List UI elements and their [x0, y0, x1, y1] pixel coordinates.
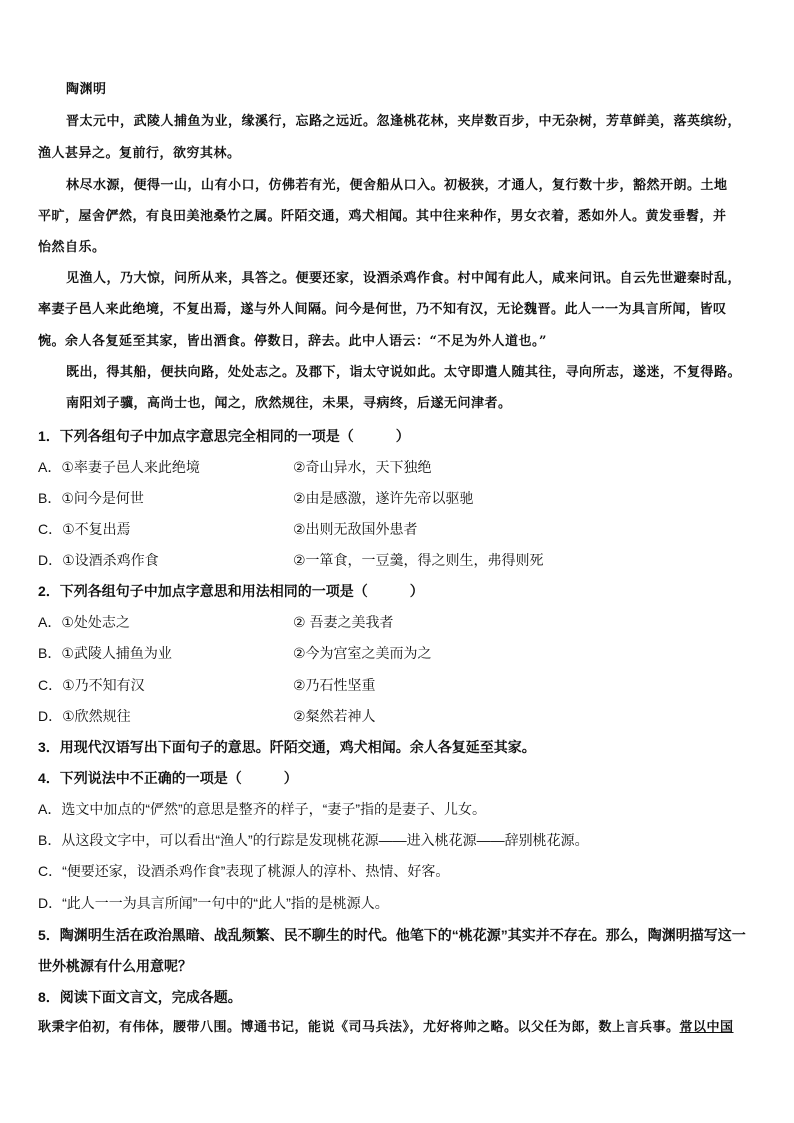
question-2-option-b-right: ②今为宫室之美而为之 — [293, 645, 432, 661]
question-3-stem: 3．用现代汉语写出下面句子的意思。阡陌交通，鸡犬相闻。余人各复延至其家。 — [38, 739, 536, 755]
question-1-option-d-right: ②一箪食，一豆羹，得之则生，弗得则死 — [293, 552, 544, 568]
passage-paragraph-4-line-1: 既出，得其船，便扶向路，处处志之。及郡下，诣太守说如此。太守即遣人随其往，寻向所志，遂迷，不复得路。 — [66, 365, 742, 380]
question-4-stem: 4．下列说法中不正确的一项是（ ） — [38, 770, 298, 786]
question-8-text-underlined: 常以中国 — [679, 1020, 734, 1035]
question-2-option-d-right: ②粲然若神人 — [293, 708, 376, 724]
question-2-option-b-left: B．①武陵人捕鱼为业 — [38, 645, 172, 661]
passage-paragraph-3-line-3: 惋。余人各复延至其家，皆出酒食。停数日，辞去。此中人语云：“不足为外人道也。” — [38, 334, 547, 349]
question-1-option-a — [38, 457, 200, 477]
passage-paragraph-5-line-1: 南阳刘子骥，高尚士也，闻之，欣然规往，未果，寻病终，后遂无问津者。 — [66, 396, 512, 411]
question-2-option-c-right: ②乃石性坚重 — [293, 677, 376, 693]
question-8-text — [38, 1018, 734, 1038]
question-1-stem: 1．下列各组句子中加点字意思完全相同的一项是（ ） — [38, 428, 410, 444]
passage-paragraph-2-line-1: 林尽水源，便得一山，山有小口，仿佛若有光，便舍船从口入。初极狭，才通人，复行数十步，豁然开朗。土地 — [66, 178, 728, 193]
question-5-line-2: 世外桃源有什么用意呢？ — [38, 958, 192, 974]
question-1-option-a-right: ②奇山异水，天下独绝 — [293, 459, 432, 475]
passage-author: 陶渊明 — [66, 82, 107, 97]
question-8-text-main: 耿秉字伯初，有伟体，腰带八围。博通书记，能说《司马兵法》，尤好将帅之略。以父任为郎，数上言兵事。 — [38, 1020, 680, 1035]
question-2-option-c-left: C．①乃不知有汉 — [38, 677, 145, 693]
question-4-option-b: B．从这段文字中，可以看出“渔人”的行踪是发现桃花源——进入桃花源——辞别桃花源。 — [38, 832, 589, 848]
question-1-option-d-left: D．①设酒杀鸡作食 — [38, 552, 159, 568]
passage-paragraph-3-line-2: 率妻子邑人来此绝境，不复出焉，遂与外人间隔。问今是何世，乃不知有汉，无论魏晋。此人一一为具言所闻，皆叹 — [38, 302, 727, 317]
question-1-option-c-left: C．①不复出焉 — [38, 521, 131, 537]
question-8-stem: 8．阅读下面文言文，完成各题。 — [38, 989, 242, 1005]
question-2-stem: 2．下列各组句子中加点字意思和用法相同的一项是（ ） — [38, 583, 424, 599]
question-4-option-c: C．“便要还家，设酒杀鸡作食”表现了桃源人的淳朴、热情、好客。 — [38, 863, 450, 879]
passage-paragraph-2-line-2: 平旷，屋舍俨然，有良田美池桑竹之属。阡陌交通，鸡犬相闻。其中往来种作，男女衣着，悉如外人。黄发垂髫，并 — [38, 209, 727, 224]
question-4-option-d: D．“此人一一为具言所闻”一句中的“此人”指的是桃源人。 — [38, 895, 389, 911]
question-1-option-a-left: A．①率妻子邑人来此绝境 — [38, 459, 200, 475]
question-1-option-b-left: B．①问今是何世 — [38, 490, 144, 506]
question-2-option-d-left: D．①欣然规往 — [38, 708, 131, 724]
question-2-option-a-right: ② 吾妻之美我者 — [293, 614, 394, 630]
question-5-line-1: 5．陶渊明生活在政治黑暗、战乱频繁、民不聊生的时代。他笔下的“桃花源”其实并不存在。那么，陶渊明描写这一 — [38, 927, 746, 943]
passage-paragraph-3-line-1: 见渔人，乃大惊，问所从来，具答之。便要还家，设酒杀鸡作食。村中闻有此人，咸来问讯。自云先世避秦时乱， — [66, 271, 742, 286]
question-1-option-b-right: ②由是感激，遂许先帝以驱驰 — [293, 490, 474, 506]
passage-paragraph-1-line-1: 晋太元中，武陵人捕鱼为业，缘溪行，忘路之远近。忽逢桃花林，夹岸数百步，中无杂树，芳草鲜美，落英缤纷， — [66, 114, 742, 129]
question-1-option-c-right: ②出则无敌国外患者 — [293, 521, 418, 537]
question-4-option-a: A．选文中加点的“俨然”的意思是整齐的样子，“妻子”指的是妻子、儿女。 — [38, 801, 486, 817]
passage-paragraph-2-line-3: 怡然自乐。 — [38, 240, 106, 255]
passage-paragraph-1-line-2: 渔人甚异之。复前行，欲穷其林。 — [38, 146, 241, 161]
question-2-option-a-left: A．①处处志之 — [38, 614, 130, 630]
